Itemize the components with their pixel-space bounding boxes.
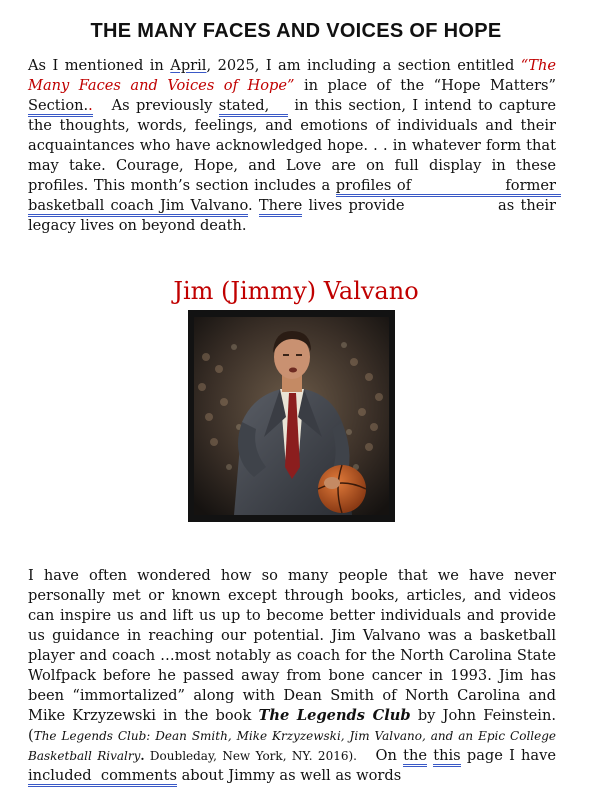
grammar-flag-this[interactable]: this <box>433 747 460 767</box>
citation-publisher: Doubleday, New York, NY. 2016). <box>144 749 357 763</box>
intro-text-5: in this section, I intend to capture the thoughts, words, feelings, and emotions of individuals and their acquaintances who have acknowledged hope. . . in whatever form that may take. Courage, Hope, and Love are on full display in these profiles. This month’s section includes a <box>28 97 556 194</box>
intro-text-1: As I mentioned in <box>28 57 171 74</box>
grammar-flag-there[interactable]: There <box>259 197 302 217</box>
profile-heading: Jim (Jimmy) Valvano <box>173 277 419 305</box>
intro-text-6: . <box>248 197 259 214</box>
coach-holding-basketball-photo <box>194 317 389 515</box>
body-text-5: about Jimmy as well as words <box>176 767 402 784</box>
spell-flag-april[interactable]: April <box>170 57 207 74</box>
intro-text-3: in place of the “Hope Matters” <box>294 77 556 94</box>
citation-period: . <box>140 749 145 763</box>
section-word: Section. <box>28 97 89 114</box>
intro-text-7: lives provide as their legacy lives on beyond death. <box>28 197 561 234</box>
page-title: THE MANY FACES AND VOICES OF HOPE <box>90 20 502 42</box>
book-title: The Legends Club <box>258 707 411 724</box>
extra-period: . <box>88 97 93 114</box>
grammar-flag-included[interactable]: included comments <box>28 767 177 787</box>
profile-photo <box>188 310 395 522</box>
citation-title: The Legends Club: Dean Smith, Mike Krzyzewski, Jim Valvano, and an Epic College Basketball Rivalry <box>28 729 556 763</box>
intro-text-2: , 2025, I am including a section entitled <box>206 57 521 74</box>
body-text-4: page I have <box>460 747 557 764</box>
intro-paragraph <box>28 56 561 236</box>
grammar-flag-stated[interactable]: stated, <box>219 97 288 117</box>
grammar-flag-the[interactable]: the <box>403 747 427 767</box>
section-title-quote: “The Many Faces and Voices of Hope” <box>28 57 556 94</box>
grammar-flag-section[interactable] <box>28 97 93 117</box>
body-text-1: I have often wondered how so many people that we have never personally met or known except through books, articles, and videos can inspire us and lift us up to become better individuals and provide us guidance in reaching our potential. Jim Valvano was a basketball player and coach …most notably as coach for the North Carolina State Wolfpack before he passed away from bone cancer in 1993. Jim has been “immortalized” along with Dean Smith of North Carolina and Mike Krzyzewski in the book <box>28 567 556 724</box>
grammar-flag-profiles[interactable]: profiles of former basketball coach Jim Valvano <box>28 177 561 217</box>
body-text-2: by John Feinstein. ( <box>28 707 556 744</box>
body-paragraph <box>28 566 556 786</box>
intro-text-4: As previously <box>92 97 219 114</box>
body-text-3: On <box>356 747 404 764</box>
